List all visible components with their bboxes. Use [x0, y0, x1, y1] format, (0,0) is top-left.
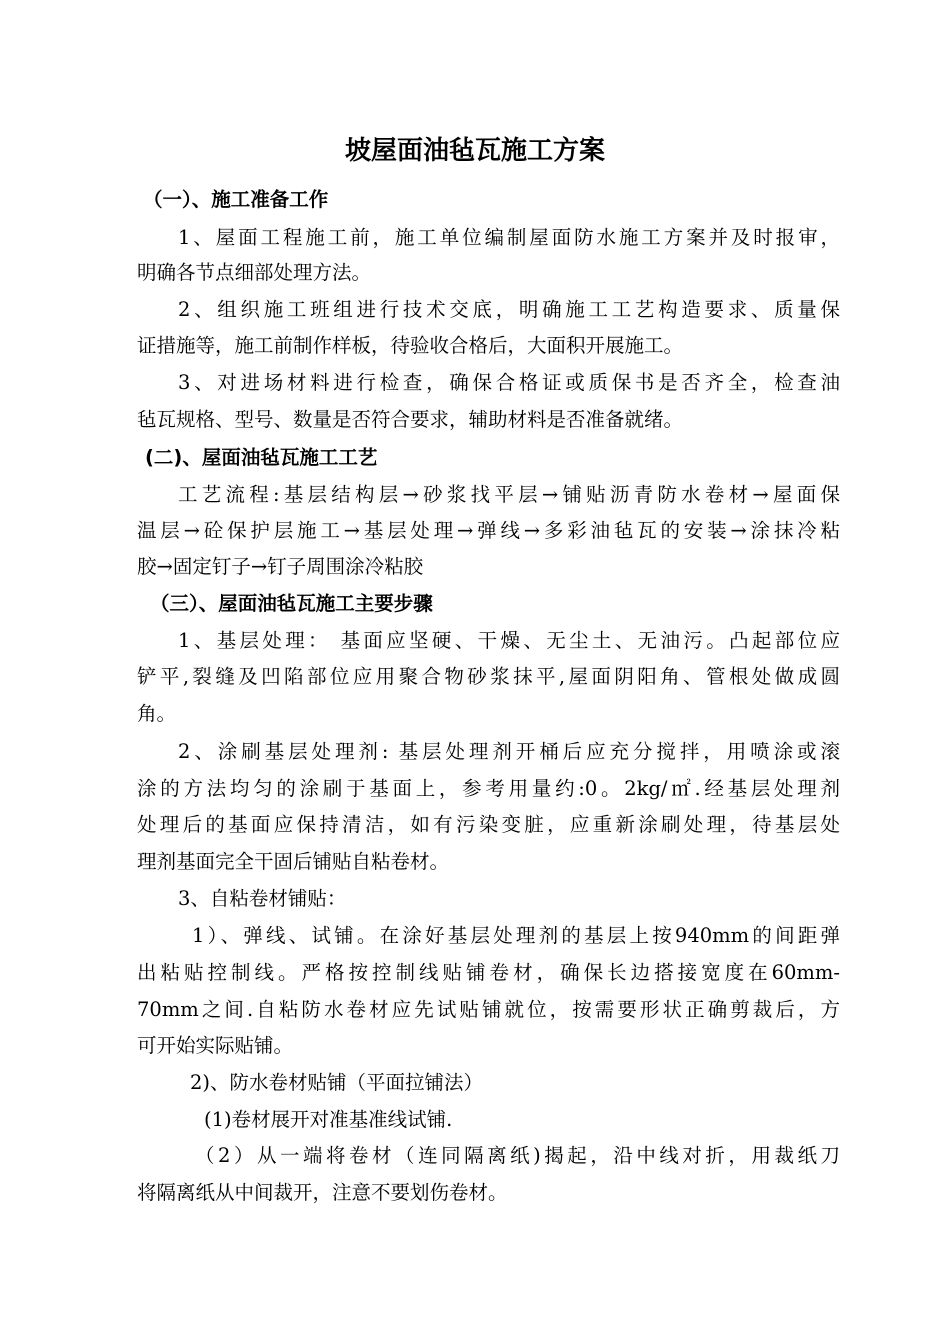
paragraph-line: 2)、防水卷材贴铺（平面拉铺法） — [190, 1071, 484, 1094]
paragraph-line: 温层→砼保护层施工→基层处理→弹线→多彩油毡瓦的安装→涂抹冷粘 — [137, 519, 840, 542]
paragraph-line: 出粘贴控制线。严格按控制线贴铺卷材，确保长边搭接宽度在60mm- — [137, 961, 840, 984]
paragraph-line: 3、自粘卷材铺贴： — [178, 887, 347, 910]
section-heading-1: （一）、施工准备工作 — [143, 188, 329, 211]
paragraph-line: 毡瓦规格、型号、数量是否符合要求，辅助材料是否准备就绪。 — [137, 408, 684, 431]
paragraph-line: 可开始实际贴铺。 — [137, 1034, 294, 1057]
paragraph-line: 1、屋面工程施工前，施工单位编制屋面防水施工方案并及时报审， — [178, 226, 840, 249]
document-title: 坡屋面油毡瓦施工方案 — [344, 136, 605, 166]
paragraph-line: 处理后的基面应保持清洁，如有污染变脏，应重新涂刷处理，待基层处 — [137, 813, 840, 836]
section-heading-3: （三）、屋面油毡瓦施工主要步骤 — [150, 592, 433, 615]
paragraph-line: 铲平,裂缝及凹陷部位应用聚合物砂浆抹平,屋面阴阳角、管根处做成圆 — [137, 665, 840, 688]
paragraph-line: (1)卷材展开对准基准线试铺. — [204, 1108, 453, 1131]
paragraph-line: 1）、弹线、试铺。在涂好基层处理剂的基层上按940mm的间距弹 — [192, 924, 840, 947]
paragraph-line: 胶→固定钉子→钉子周围涂冷粘胶 — [137, 555, 424, 578]
paragraph-line: 2、组织施工班组进行技术交底，明确施工工艺构造要求、质量保 — [178, 298, 840, 321]
paragraph-line: （2）从一端将卷材（连同隔离纸)揭起，沿中线对折，用裁纸刀 — [195, 1144, 840, 1167]
paragraph-line: 工艺流程:基层结构层→砂浆找平层→铺贴沥青防水卷材→屋面保 — [178, 483, 840, 506]
paragraph-line: 涂的方法均匀的涂刷于基面上，参考用量约:0。2kg/㎡.经基层处理剂 — [137, 777, 840, 800]
section-heading-2: (二)、屋面油毡瓦施工工艺 — [145, 446, 378, 469]
paragraph-line: 2、涂刷基层处理剂: 基层处理剂开桶后应充分搅拌，用喷涂或滚 — [178, 740, 840, 763]
paragraph-line: 理剂基面完全干固后铺贴自粘卷材。 — [137, 850, 450, 873]
paragraph-line: 证措施等，施工前制作样板，待验收合格后，大面积开展施工。 — [137, 334, 684, 357]
paragraph-line: 角。 — [137, 702, 177, 725]
paragraph-line: 明确各节点细部处理方法。 — [137, 261, 372, 284]
paragraph-line: 3、对进场材料进行检查，确保合格证或质保书是否齐全，检查油 — [178, 371, 840, 394]
paragraph-line: 1、基层处理： 基面应坚硬、干燥、无尘土、无油污。凸起部位应 — [178, 629, 840, 652]
paragraph-line: 70mm之间.自粘防水卷材应先试贴铺就位，按需要形状正确剪裁后，方 — [137, 998, 840, 1021]
paragraph-line: 将隔离纸从中间裁开，注意不要划伤卷材。 — [137, 1181, 508, 1204]
